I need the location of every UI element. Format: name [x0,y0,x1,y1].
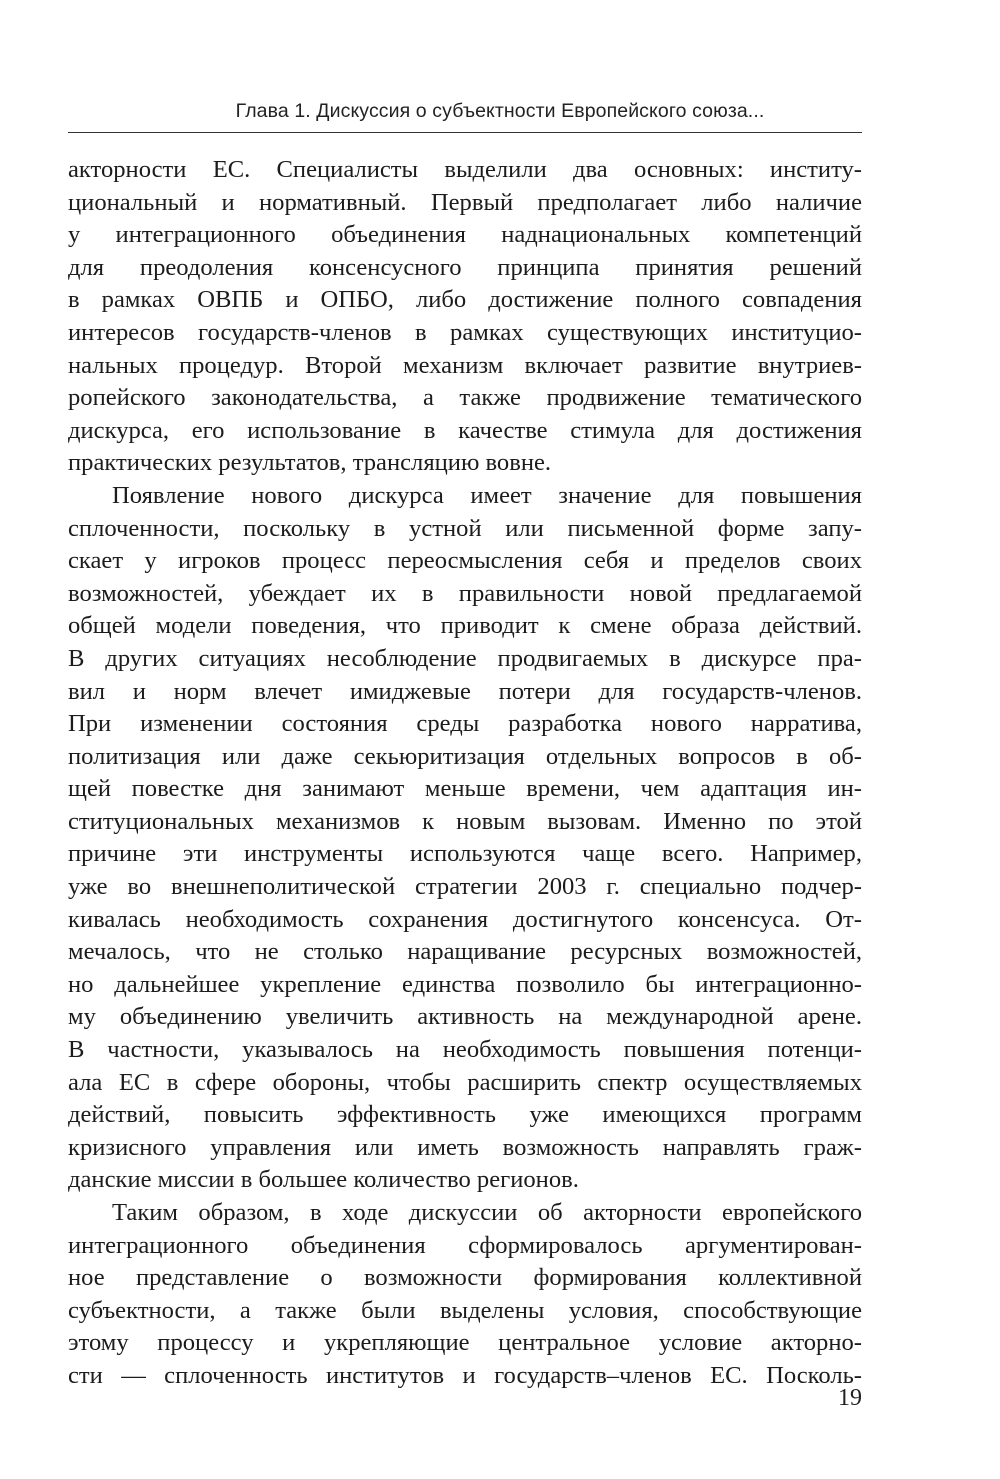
text-line: В других ситуациях несоблюдение продвигаемых в дискурсе пра- [68,644,862,672]
paragraph-1 [68,154,862,480]
text-line: данские миссии в большее количество регионов. [68,1166,579,1194]
text-line: причине эти инструменты используются чаще всего. Например, [68,840,862,868]
text-line: скает у игроков процесс переосмысления себя и пределов своих [68,547,862,575]
text-line: сти — сплоченность институтов и государств–членов ЕС. Посколь- [68,1361,862,1389]
text-line: Таким образом, в ходе дискуссии об акторности европейского [112,1199,862,1226]
text-line: ное представление о возможности формирования коллективной [68,1264,862,1292]
text-line: акторности ЕС. Специалисты выделили два основных: институ- [68,156,862,183]
text-line: мечалось, что не столько наращивание ресурсных возможностей, [68,938,862,966]
text-line: кризисного управления или иметь возможность направлять граж- [68,1133,862,1161]
text-line: нальных процедур. Второй механизм включает развитие внутриев- [68,351,862,379]
text-line: в рамках ОВПБ и ОПБО, либо достижение полного совпадения [68,286,862,314]
header-rule [68,132,862,133]
text-line: практических результатов, трансляцию вовне. [68,449,552,477]
text-line: кивалась необходимость сохранения достигнутого консенсуса. От- [68,905,862,933]
running-head: Глава 1. Дискуссия о субъектности Европейского союза... [235,100,765,122]
text-line: общей модели поведения, что приводит к смене образа действий. [68,612,862,640]
text-line: При изменении состояния среды разработка нового нарратива, [68,710,862,738]
text-line: В частности, указывалось на необходимость повышения потенци- [68,1036,862,1064]
text-line: но дальнейшее укрепление единства позволило бы интеграционно- [68,970,862,998]
paragraph-2 [68,480,862,1197]
text-line: циональный и нормативный. Первый предполагает либо наличие [68,188,862,216]
text-line: щей повестке дня занимают меньше времени, чем адаптация ин- [68,775,862,803]
text-line: интересов государств-членов в рамках существующих институцио- [68,318,862,346]
text-line: этому процессу и укрепляющие центральное условие акторно- [68,1329,862,1357]
text-line: интеграционного объединения сформировалось аргументирован- [68,1231,862,1259]
text-line: субъектности, а также были выделены условия, способствующие [68,1296,862,1324]
text-line: политизация или даже секьюритизация отдельных вопросов в об- [68,742,862,770]
text-line: Появление нового дискурса имеет значение для повышения [112,481,862,509]
text-line: дискурса, его использование в качестве стимула для достижения [68,416,862,444]
text-line: ала ЕС в сфере обороны, чтобы расширить спектр осуществляемых [68,1068,862,1096]
text-line: возможностей, убеждает их в правильности новой предлагаемой [68,579,862,607]
text-line: му объединению увеличить активность на международной арене. [68,1003,862,1031]
text-line: вил и норм влечет имиджевые потери для государств-членов. [68,677,862,705]
page-number: 19 [838,1385,862,1411]
text-line: для преодоления консенсусного принципа принятия решений [68,253,862,281]
text-line: ституциональных механизмов к новым вызовам. Именно по этой [68,807,862,835]
text-line: сплоченности, поскольку в устной или письменной форме запу- [68,514,862,542]
body-text [68,154,862,1393]
text-line: действий, повысить эффективность уже имеющихся программ [68,1101,862,1129]
text-line: уже во внешнеполитической стратегии 2003 г. специально подчер- [68,873,862,901]
text-line: у интеграционного объединения наднациональных компетенций [68,221,862,249]
paragraph-3 [68,1197,862,1393]
text-line: ропейского законодательства, а также продвижение тематического [68,384,862,412]
